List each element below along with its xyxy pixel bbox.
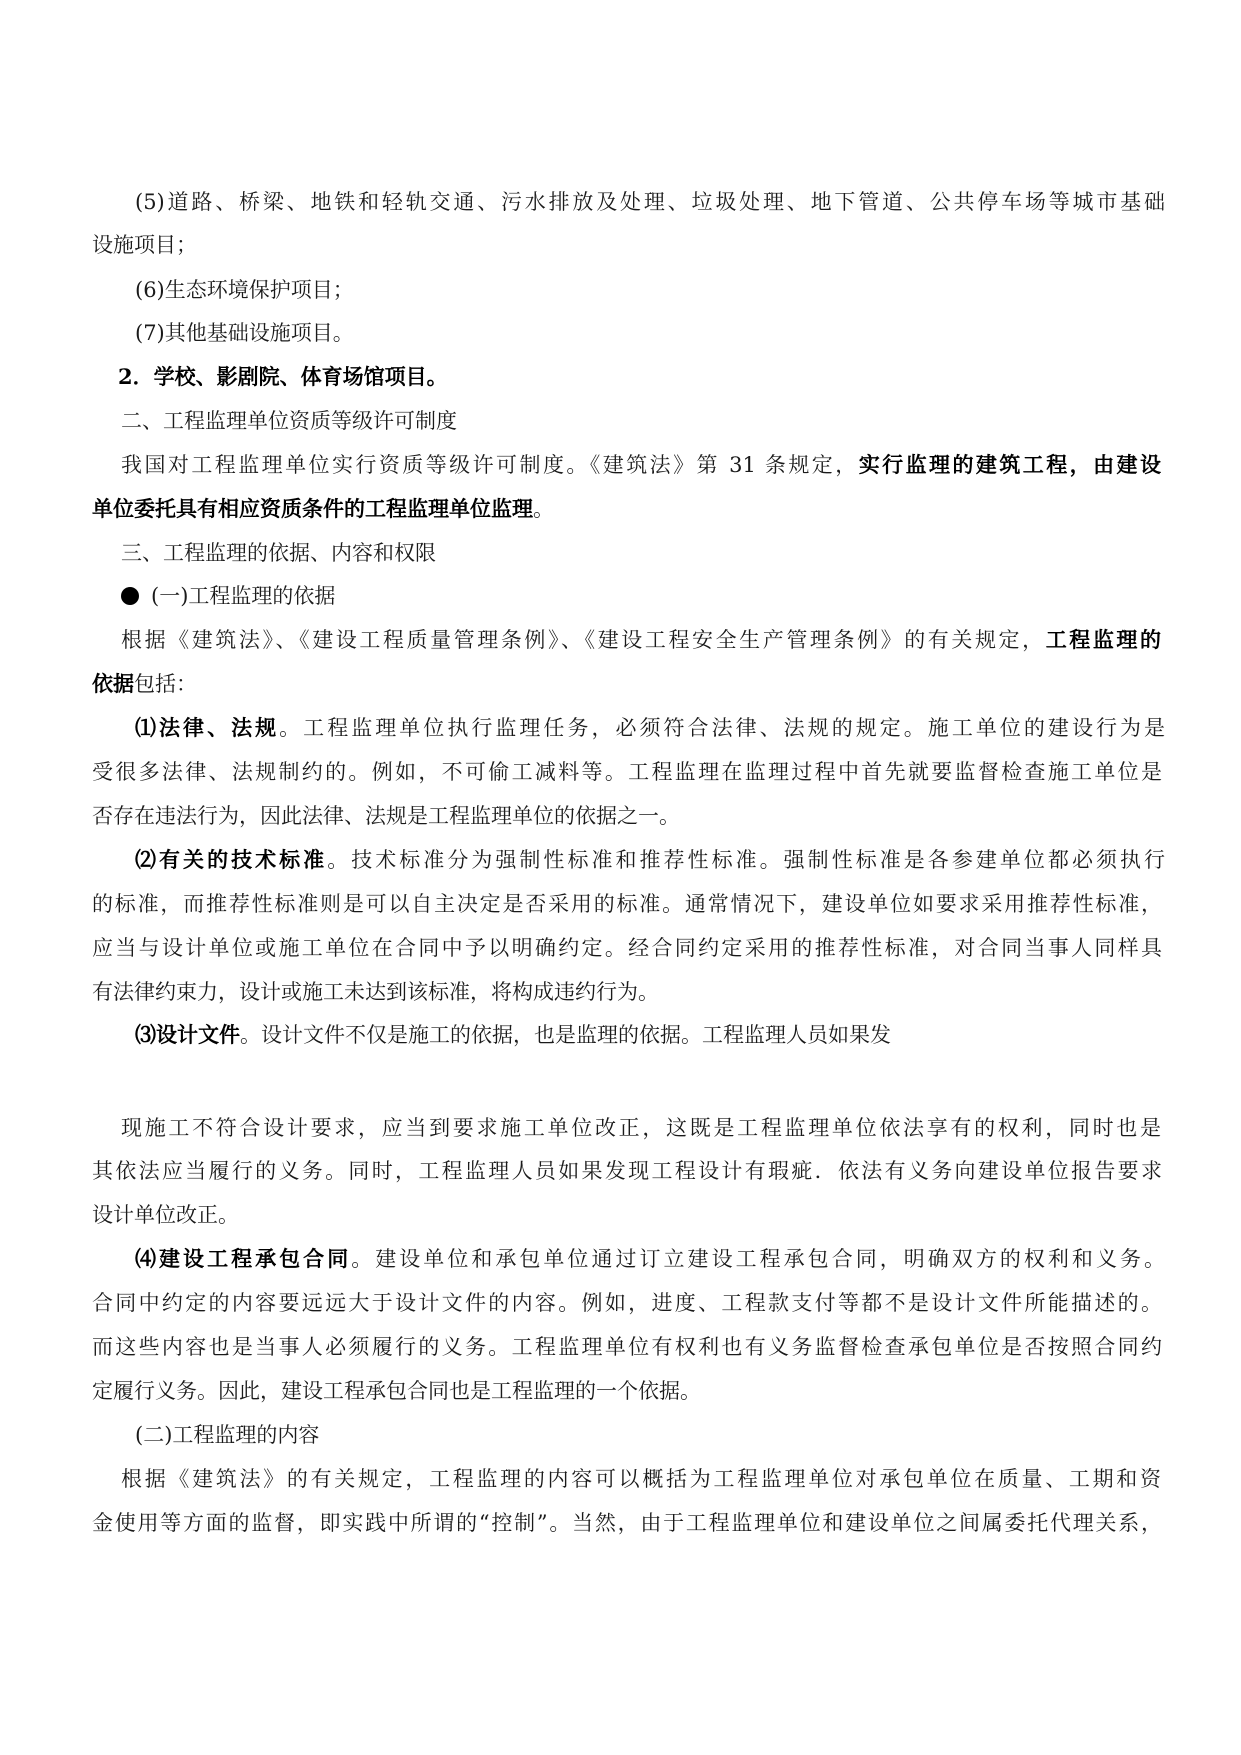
paragraph-line: ⑷建设工程承包合同。建设单位和承包单位通过订立建设工程承包合同，明确双方的权利和义务。 [135, 1246, 1166, 1271]
paragraph-line: 设施项目； [92, 233, 197, 257]
bold-heading: 2．学校、影剧院、体育场馆项目。 [118, 364, 448, 389]
paragraph-line: 根据《建筑法》、《建设工程质量管理条例》、《建设工程安全生产管理条例》的有关规定，工程监理的 [121, 627, 1161, 652]
paragraph-line: ⑵有关的技术标准。技术标准分为强制性标准和推荐性标准。强制性标准是各参建单位都必须执行 [135, 847, 1166, 872]
subsection-heading: (二)工程监理的内容 [135, 1423, 320, 1447]
paragraph-line: 依据包括： [92, 671, 197, 696]
paragraph-line: 设计单位改正。 [92, 1203, 239, 1227]
paragraph-line: (5)道路、桥梁、地铁和轻轨交通、污水排放及处理、垃圾处理、地下管道、公共停车场等城市基础 [135, 190, 1165, 214]
paragraph-line: 应当与设计单位或施工单位在合同中予以明确约定。经合同约定采用的推荐性标准，对合同当事人同样具 [92, 936, 1162, 960]
paragraph-line: 而这些内容也是当事人必须履行的义务。工程监理单位有权利也有义务监督检查承包单位是否按照合同约 [92, 1335, 1162, 1359]
paragraph-line: 我国对工程监理单位实行资质等级许可制度。《建筑法》第 31 条规定，实行监理的建筑工程，由建设 [121, 452, 1161, 477]
section-heading: 三、工程监理的依据、内容和权限 [121, 541, 436, 565]
list-item: (7)其他基础设施项目。 [135, 321, 354, 345]
section-heading: 二、工程监理单位资质等级许可制度 [121, 409, 457, 433]
bullet-icon [121, 587, 139, 605]
paragraph-line: 单位委托具有相应资质条件的工程监理单位监理。 [92, 496, 554, 521]
paragraph-line: 受很多法律、法规制约的。例如，不可偷工减料等。工程监理在监理过程中首先就要监督检查施工单位是 [92, 760, 1162, 784]
paragraph-line: 有法律约束力，设计或施工未达到该标准，将构成违约行为。 [92, 980, 659, 1004]
paragraph-line: 金使用等方面的监督，即实践中所谓的“控制”。当然，由于工程监理单位和建设单位之间属委托代理关系， [92, 1511, 1162, 1535]
paragraph-line: 的标准，而推荐性标准则是可以自主决定是否采用的标准。通常情况下，建设单位如要求采用推荐性标准， [92, 892, 1162, 916]
paragraph-line: ⑶设计文件。设计文件不仅是施工的依据，也是监理的依据。工程监理人员如果发 [135, 1022, 891, 1047]
paragraph-line: 根据《建筑法》的有关规定，工程监理的内容可以概括为工程监理单位对承包单位在质量、工期和资 [121, 1467, 1161, 1491]
paragraph-line: 定履行义务。因此，建设工程承包合同也是工程监理的一个依据。 [92, 1379, 701, 1403]
paragraph-line: 现施工不符合设计要求，应当到要求施工单位改正，这既是工程监理单位依法享有的权利，同时也是 [121, 1116, 1161, 1140]
paragraph-line: 其依法应当履行的义务。同时，工程监理人员如果发现工程设计有瑕疵．依法有义务向建设单位报告要求 [92, 1159, 1162, 1183]
paragraph-line: ⑴法律、法规。工程监理单位执行监理任务，必须符合法律、法规的规定。施工单位的建设行为是 [135, 715, 1166, 740]
list-item: (6)生态环境保护项目； [135, 278, 354, 302]
paragraph-line: 否存在违法行为，因此法律、法规是工程监理单位的依据之一。 [92, 804, 680, 828]
subsection-heading: (一)工程监理的依据 [121, 581, 1191, 611]
paragraph-line: 合同中约定的内容要远远大于设计文件的内容。例如，进度、工程款支付等都不是设计文件所能描述的。 [92, 1291, 1162, 1315]
